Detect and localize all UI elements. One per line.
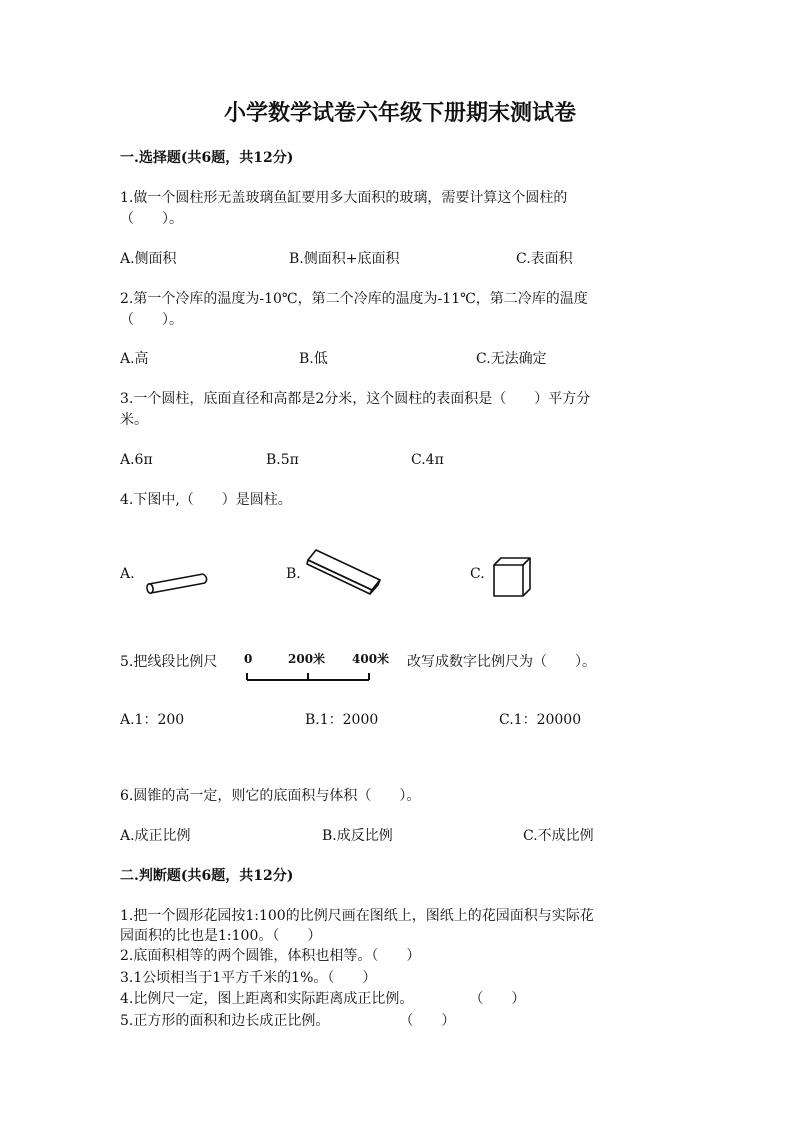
judgment-item: 1.把一个圆形花园按1:100的比例尺画在图纸上，图纸上的花园面积与实际花 — [120, 908, 594, 924]
question-6-option-c: C.不成比例 — [523, 828, 594, 844]
scale-bar — [244, 652, 394, 684]
question-4-text: 4.下图中,（ ）是圆柱。 — [120, 492, 292, 508]
judgment-item: 园面积的比也是1:100。（ ） — [120, 928, 322, 944]
question-6-option-b: B.成反比例 — [322, 828, 393, 844]
question-2-option-c: C.无法确定 — [476, 351, 547, 367]
scale-label-400: 400米 — [352, 652, 390, 666]
question-5-text-cont: 改写成数字比例尺为（ ）。 — [407, 654, 596, 670]
scale-label-200: 200米 — [288, 652, 326, 666]
section-1-heading: 一.选择题(共6题，共12分) — [120, 150, 294, 166]
question-3-text-cont: 米。 — [120, 412, 148, 428]
question-5-option-b: B.1：2000 — [305, 712, 379, 728]
question-2-option-a: A.高 — [120, 351, 149, 367]
question-3-option-b: B.5π — [266, 452, 299, 468]
question-4-option-b: B. — [286, 566, 301, 582]
question-3-option-a: A.6π — [120, 452, 153, 468]
question-5-option-c: C.1：20000 — [499, 712, 582, 728]
question-4-option-c: C. — [470, 566, 485, 582]
question-1-option-a: A.侧面积 — [120, 251, 177, 267]
question-1-blank: （ ）。 — [120, 211, 183, 227]
judgment-item: 4.比例尺一定，图上距离和实际距离成正比例。 （ ） — [120, 991, 526, 1007]
question-2-blank: （ ）。 — [120, 312, 183, 328]
question-6-text: 6.圆锥的高一定，则它的底面积与体积（ ）。 — [120, 788, 421, 804]
scale-label-0: 0 — [244, 652, 253, 666]
page-title: 小学数学试卷六年级下册期末测试卷 — [223, 100, 576, 126]
cube-figure — [492, 556, 532, 598]
question-5-option-a: A.1：200 — [120, 712, 185, 728]
question-4-option-a: A. — [120, 566, 135, 582]
section-2-heading: 二.判断题(共6题，共12分) — [120, 868, 294, 884]
question-1-option-b: B.侧面积+底面积 — [289, 251, 400, 267]
judgment-item: 3.1公顷相当于1平方千米的1%。（ ） — [120, 970, 377, 986]
question-3-text: 3.一个圆柱，底面直径和高都是2分米，这个圆柱的表面积是（ ）平方分 — [120, 391, 591, 407]
question-5-text: 5.把线段比例尺 — [120, 654, 218, 670]
question-6-option-a: A.成正比例 — [120, 828, 191, 844]
question-2-text: 2.第一个冷库的温度为-10℃，第二个冷库的温度为-11℃，第二冷库的温度 — [120, 291, 588, 307]
question-1-text: 1.做一个圆柱形无盖玻璃鱼缸要用多大面积的玻璃，需要计算这个圆柱的 — [120, 190, 568, 206]
question-1-option-c: C.表面积 — [516, 251, 573, 267]
prism-figure — [304, 548, 384, 596]
judgment-item: 5.正方形的面积和边长成正比例。 （ ） — [120, 1013, 456, 1029]
cylinder-figure — [143, 570, 211, 596]
judgment-item: 2.底面积相等的两个圆锥，体积也相等。（ ） — [120, 948, 421, 964]
question-3-option-c: C.4π — [411, 452, 444, 468]
question-2-option-b: B.低 — [299, 351, 328, 367]
scale-line — [244, 668, 374, 682]
